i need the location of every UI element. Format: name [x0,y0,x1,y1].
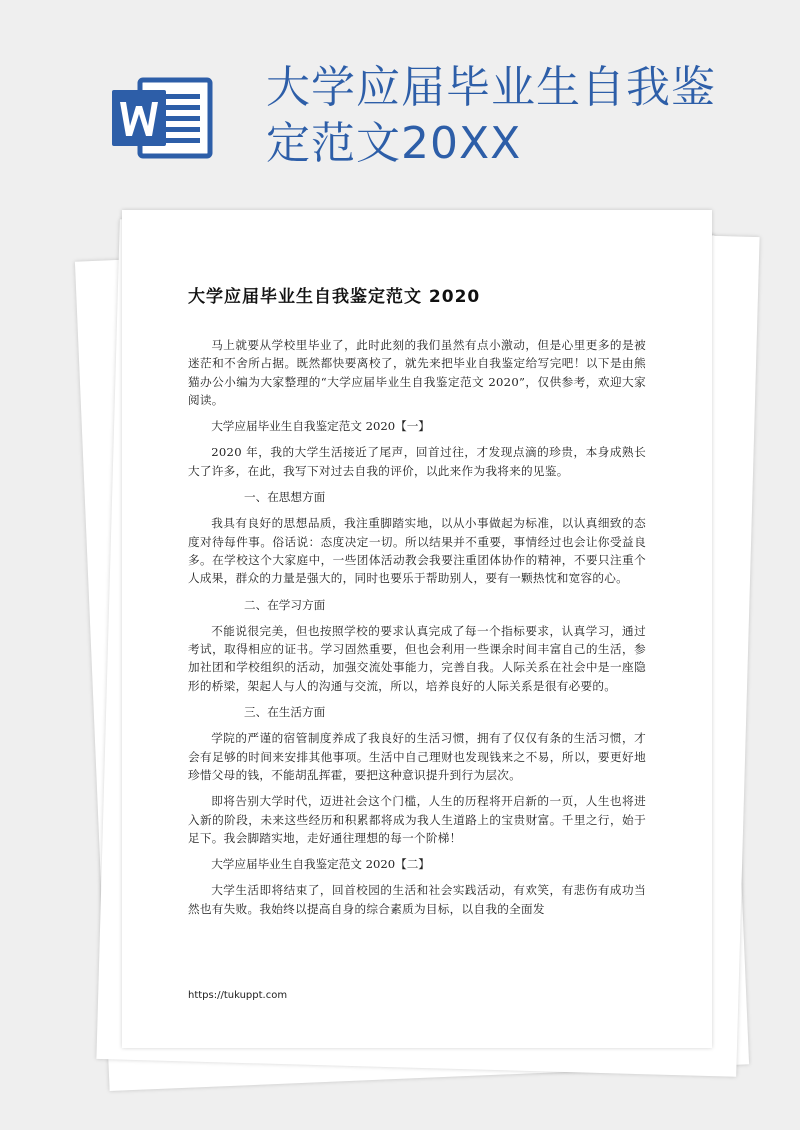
paragraph: 大学生活即将结束了，回首校园的生活和社会实践活动，有欢笑，有悲伤有成功当然也有失败。我始终以提高自身的综合素质为目标，以自我的全面发 [188,883,646,916]
section-heading-life: 三、在生活方面 [244,705,326,720]
paragraph: 即将告别大学时代，迈进社会这个门槛，人生的历程将开启新的一页，人生也将进入新的阶段，未来这些经历和积累都将成为我人生道路上的宝贵财富。千里之行，始于足下。我会脚踏实地，走好通往理想的每一个阶梯！ [188,794,646,845]
document-title: 大学应届毕业生自我鉴定范文 2020 [188,287,481,307]
page-heading [266,60,786,172]
word-document-icon [110,74,215,162]
footer-url: https://tukuppt.com [188,990,288,1001]
subtitle-part-one: 大学应届毕业生自我鉴定范文 2020【一】 [211,419,430,434]
document-page [122,210,712,1048]
page-heading-line2: 定范文20XX [266,118,522,169]
paragraph: 2020 年，我的大学生活接近了尾声，回首过往，才发现点滴的珍贵，本身成熟长大了许多，在此，我写下对过去自我的评价，以此来作为我将来的见鉴。 [188,445,646,478]
paragraph-intro: 马上就要从学校里毕业了，此时此刻的我们虽然有点小激动，但是心里更多的是被迷茫和不舍所占据。既然都快要离校了，就先来把毕业自我鉴定给写完吧！以下是由熊猫办公小编为大家整理的“大学应届毕业生自我鉴定范文 2020”，仅供参考，欢迎大家阅读。 [188,338,646,407]
page-header [0,0,800,200]
section-heading-study: 二、在学习方面 [244,597,326,612]
section-heading-thought: 一、在思想方面 [244,490,326,505]
page-heading-line1: 大学应届毕业生自我鉴 [266,62,716,113]
paragraph: 不能说很完美，但也按照学校的要求认真完成了每一个指标要求，认真学习，通过考试，取得相应的证书。学习固然重要，但也会利用一些课余时间丰富自己的生活，参加社团和学校组织的活动，加强交流处事能力，完善自我。人际关系在社会中是一座隐形的桥梁，架起人与人的沟通与交流，所以，培养良好的人际关系是很有必要的。 [188,623,646,693]
document-body [188,282,646,918]
subtitle-part-two: 大学应届毕业生自我鉴定范文 2020【二】 [211,857,430,872]
paragraph: 我具有良好的思想品质，我注重脚踏实地，以从小事做起为标准，以认真细致的态度对待每件事。俗话说：态度决定一切。所以结果并不重要，事情经过也会让你受益良多。在学校这个大家庭中，一些团体活动教会我要注重团体协作的精神，不要只注重个人成果，群众的力量是强大的，同时也要乐于帮助别人，要有一颗热忱和宽容的心。 [188,516,646,586]
paragraph: 学院的严谨的宿管制度养成了我良好的生活习惯，拥有了仅仅有条的生活习惯，才会有足够的时间来安排其他事项。生活中自己理财也发现钱来之不易，所以，要更好地珍惜父母的钱，不能胡乱挥霍，要把这种意识提升到行为层次。 [188,731,646,782]
